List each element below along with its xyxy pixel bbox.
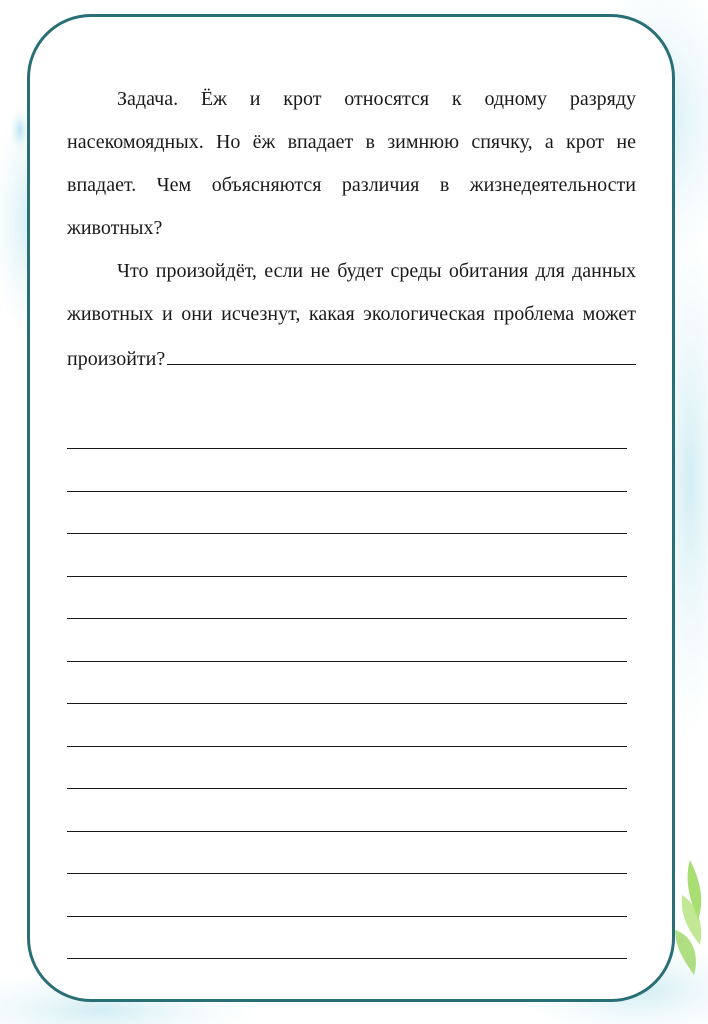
answer-line[interactable] xyxy=(67,534,627,577)
answer-line[interactable] xyxy=(67,662,627,705)
question-ending: произойти? xyxy=(67,348,166,370)
task-paragraph: Задача. Ёж и крот относятся к одному разряду насекомоядных. Но ёж впадает в зимнюю спячку, а крот не впадает. Чем объясняются различия в жизнедеятельности животных? xyxy=(67,88,636,239)
answer-line[interactable] xyxy=(67,747,627,790)
answer-line[interactable] xyxy=(67,917,627,960)
answer-line[interactable] xyxy=(67,619,627,662)
answer-line[interactable] xyxy=(67,704,627,747)
question-paragraph: Что произойдёт, если не будет среды обитания для данных животных и они исчезнут, какая экологическая проблема может xyxy=(67,260,636,325)
answer-lines xyxy=(67,447,627,959)
answer-line[interactable] xyxy=(67,832,627,875)
task-text xyxy=(67,78,636,379)
answer-line[interactable] xyxy=(67,577,627,620)
answer-line[interactable] xyxy=(67,874,627,917)
answer-line-start[interactable] xyxy=(167,336,636,365)
question-last-line xyxy=(67,336,636,379)
answer-line[interactable] xyxy=(67,449,627,492)
answer-line[interactable] xyxy=(67,789,627,832)
answer-line[interactable] xyxy=(67,492,627,535)
